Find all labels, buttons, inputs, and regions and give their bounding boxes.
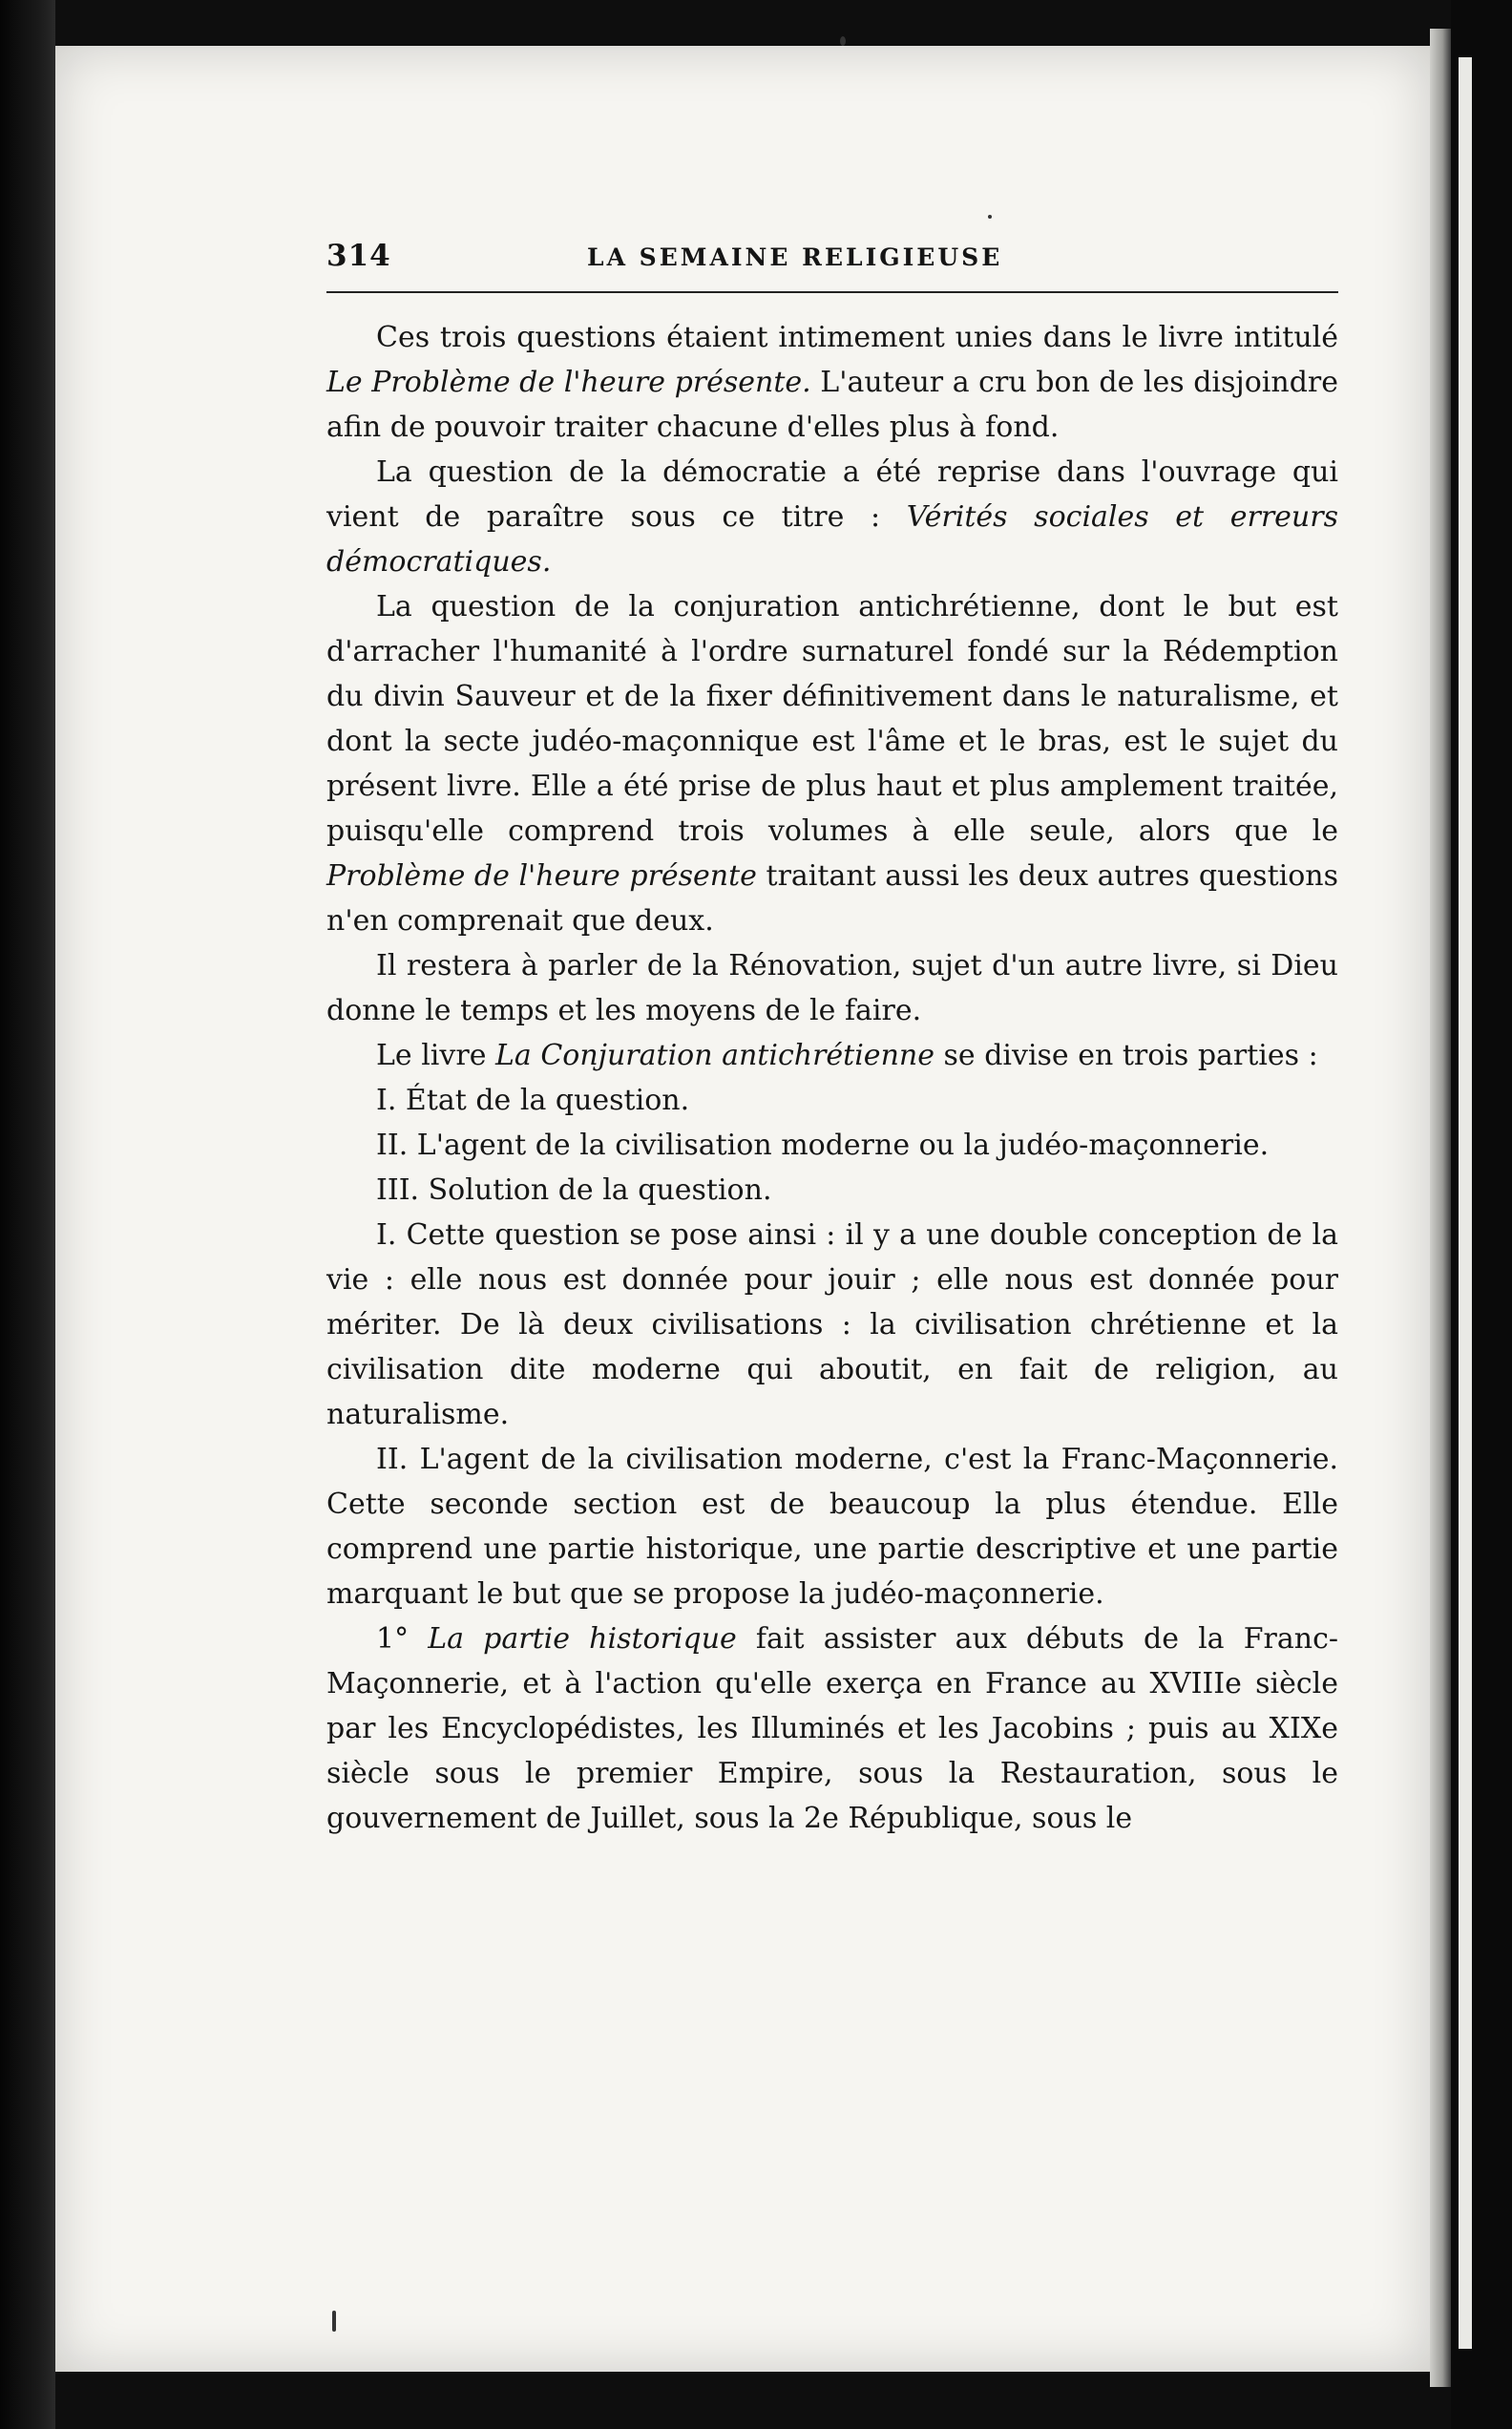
paragraph (326, 1078, 1338, 1123)
header-rule (326, 291, 1338, 293)
paragraph (326, 315, 1338, 450)
right-film-border (1451, 0, 1512, 2429)
scan-speck (988, 215, 992, 219)
text-run: traitant aussi les deux autres questions n'en comprenait que deux. (326, 859, 1338, 938)
italic-title: Problème de l'heure présente (326, 859, 757, 893)
scan-speck (840, 36, 846, 46)
paragraph (326, 450, 1338, 584)
paragraph (326, 1033, 1338, 1078)
text-run: Le livre (376, 1039, 495, 1072)
text-run: Il restera à parler de la Rénovation, sujet d'un autre livre, si Dieu donne le temps et les moyens de le faire. (326, 949, 1338, 1027)
paragraph (326, 1168, 1338, 1213)
text-run: I. Cette question se pose ainsi : il y a une double conception de la vie : elle nous est donnée pour jouir ; elle nous est donnée pour mériter. De là deux civilisations : la civilisation chrétienne et la civilisation dite moderne qui aboutit, en fait de religion, au naturalisme. (326, 1218, 1338, 1431)
page-edge (1430, 29, 1451, 2387)
italic-title: La Conjuration antichrétienne (494, 1039, 934, 1072)
text-run: fait assister aux débuts de la Franc-Maçonnerie, et à l'action qu'elle exerça en France au XVIIIe siècle par les Encyclopédistes, les Illuminés et les Jacobins ; puis au XIXe siècle sous le premier Empire, sous la Restauration, sous le gouvernement de Juillet, sous la 2e République, sous le (326, 1622, 1339, 1835)
page-header (326, 239, 1338, 286)
left-film-border (0, 0, 55, 2429)
paragraph (326, 1616, 1338, 1841)
adjacent-page-strip (1459, 57, 1472, 2349)
paragraph (326, 1213, 1338, 1437)
italic-title: Le Problème de l'heure présente. (326, 366, 811, 399)
paragraph (326, 584, 1338, 943)
paragraph (326, 943, 1338, 1033)
paragraph (326, 1123, 1338, 1168)
text-run: La question de la conjuration antichrétienne, dont le but est d'arracher l'humanité à l'ordre surnaturel fondé sur la Rédemption du divin Sauveur et de la fixer définitivement dans le naturalisme, et dont la secte judéo-maçonnique est l'âme et le bras, est le sujet du présent livre. Elle a été prise de plus haut et plus amplement traitée, puisqu'elle comprend trois volumes à elle seule, alors que le (326, 590, 1338, 848)
text-run: II. L'agent de la civilisation moderne ou la judéo-maçonnerie. (376, 1129, 1270, 1162)
text-run: III. Solution de la question. (376, 1173, 772, 1207)
text-run: I. État de la question. (376, 1084, 690, 1117)
text-run: L'auteur a cru bon de les disjoindre afin de pouvoir traiter chacune d'elles plus à fond. (326, 366, 1338, 444)
running-head: LA SEMAINE RELIGIEUSE (587, 243, 1003, 271)
scan-speck (332, 2311, 336, 2332)
text-run: se divise en trois parties : (934, 1039, 1318, 1072)
italic-title: La partie historique (428, 1622, 737, 1656)
text-run: II. L'agent de la civilisation moderne, c'est la Franc-Maçonnerie. Cette seconde section est de beaucoup la plus étendue. Elle comprend une partie historique, une partie descriptive et une partie marquant le but que se propose la judéo-maçonnerie. (326, 1443, 1338, 1611)
body-text (326, 315, 1338, 1841)
italic-title: Vérités sociales et erreurs démocratiques. (326, 500, 1338, 579)
text-run: Ces trois questions étaient intimement unies dans le livre intitulé (376, 321, 1338, 354)
text-run: 1° (376, 1622, 429, 1656)
text-run: La question de la démocratie a été reprise dans l'ouvrage qui vient de paraître sous ce titre : (326, 455, 1338, 534)
paragraph (326, 1437, 1338, 1616)
page-number: 314 (326, 239, 391, 273)
